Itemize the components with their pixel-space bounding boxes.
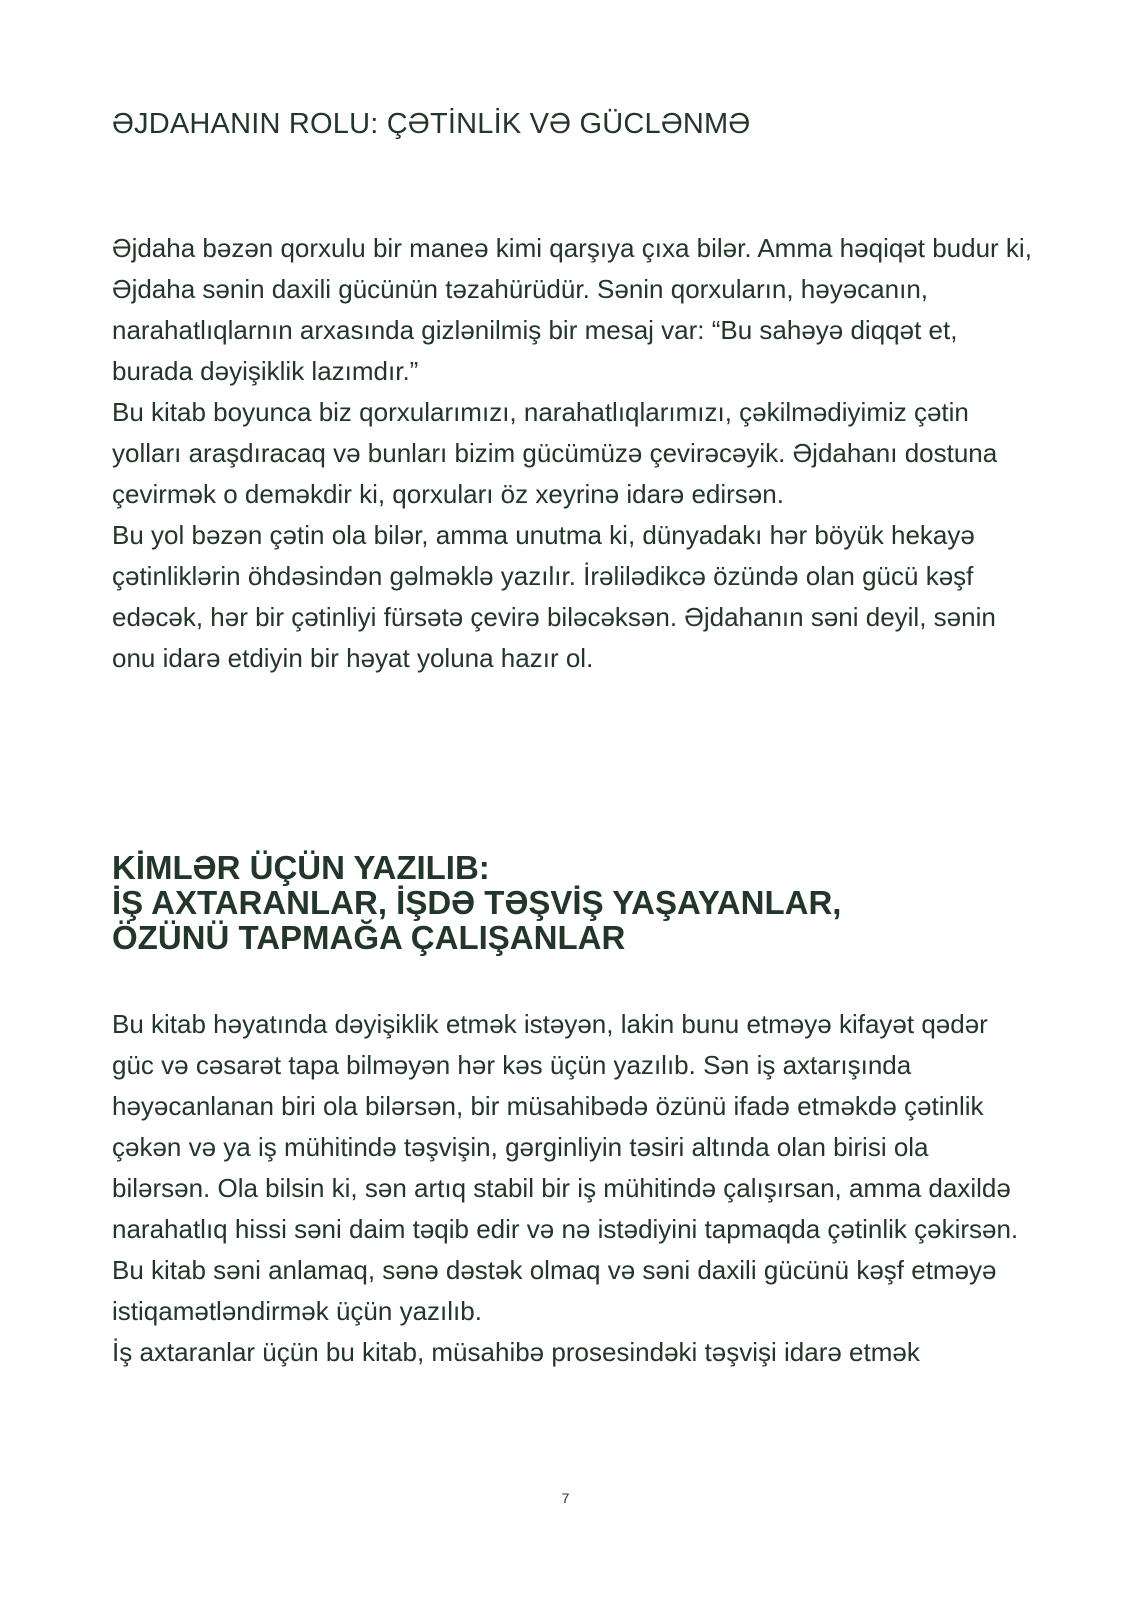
- section-1-body: [112, 228, 1032, 679]
- section-title-dragon-role: ƏJDAHANIN ROLU: ÇƏTİNLİK VƏ GÜCLƏNMƏ: [112, 108, 751, 140]
- paragraph: İş axtaranlar üçün bu kitab, müsahibə prosesindəki təşvişi idarə etmək: [112, 1337, 920, 1367]
- heading-line: KİMLƏR ÜÇÜN YAZILIB:: [112, 849, 490, 886]
- heading-line: İŞ AXTARANLAR, İŞDƏ TƏŞVİŞ YAŞAYANLAR,: [112, 884, 842, 921]
- paragraph: Bu kitab boyunca biz qorxularımızı, narahatlıqlarımızı, çəkilmədiyimiz çətin yolları araşdıracaq və bunları bizim gücümüzə çevirəcəyik. Əjdahanı dostuna çevirmək o deməkdir ki, qorxuları öz xeyrinə idarə edirsən.: [112, 397, 998, 509]
- paragraph: Bu kitab həyatında dəyişiklik etmək istəyən, lakin bunu etməyə kifayət qədər güc və cəsarət tapa bilməyən hər kəs üçün yazılıb. Sən iş axtarışında həyəcanlanan biri ola bilərsən, bir müsahibədə özünü ifadə etməkdə çətinlik çəkən və ya iş mühitində təşvişin, gərginliyin təsiri altında olan birisi ola bilərsən. Ola bilsin ki, sən artıq stabil bir iş mühitində çalışırsan, amma daxildə narahatlıq hissi səni daim təqib edir və nə istədiyini tapmaqda çətinlik çəkirsən. Bu kitab səni anlamaq, sənə dəstək olmaq və səni daxili gücünü kəşf etməyə istiqamətləndirmək üçün yazılıb.: [112, 1009, 1019, 1326]
- section-heading-audience: [112, 850, 841, 955]
- paragraph: Bu yol bəzən çətin ola bilər, amma unutma ki, dünyadakı hər böyük hekayə çətinliklərin öhdəsindən gəlməklə yazılır. İrəlilədikcə özündə olan gücü kəşf edəcək, hər bir çətinliyi fürsətə çevirə biləcəksən. Əjdahanın səni deyil, sənin onu idarə etdiyin bir həyat yoluna hazır ol.: [112, 520, 996, 673]
- page-number: 7: [561, 1490, 570, 1506]
- paragraph: Əjdaha bəzən qorxulu bir maneə kimi qarşıya çıxa bilər. Amma həqiqət budur ki, Əjdaha sənin daxili gücünün təzahürüdür. Sənin qorxuların, həyəcanın, narahatlıqlarnın arxasında gizlənilmiş bir mesaj var: “Bu sahəyə diqqət et, burada dəyişiklik lazımdır.”: [112, 233, 1032, 386]
- section-2-body: [112, 1004, 1032, 1373]
- heading-line: ÖZÜNÜ TAPMAĞA ÇALIŞANLAR: [112, 919, 626, 956]
